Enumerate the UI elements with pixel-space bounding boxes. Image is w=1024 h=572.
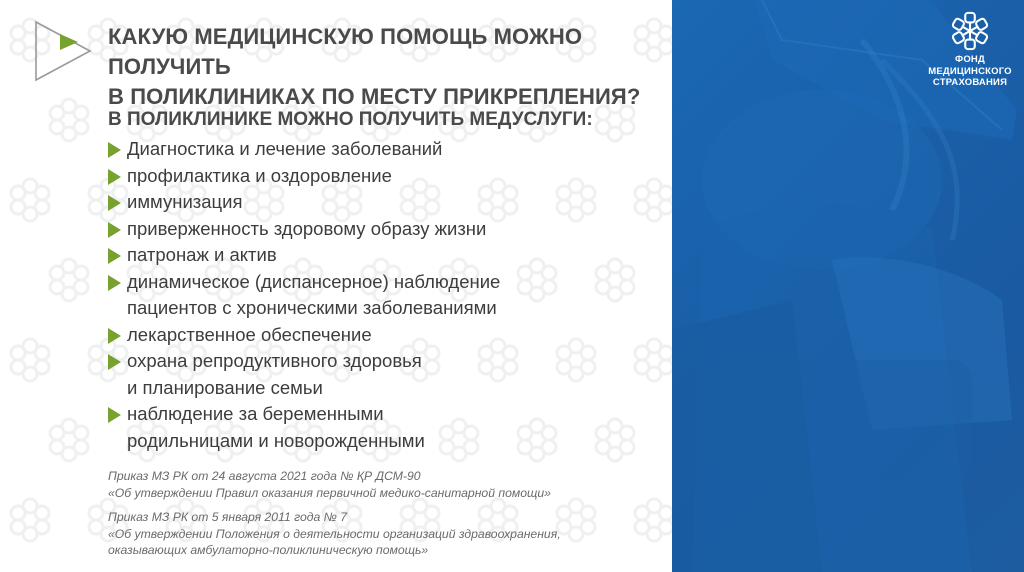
brand-name-line: МЕДИЦИНСКОГО: [928, 65, 1012, 77]
green-arrow-bullet-icon: [108, 195, 121, 211]
service-item-text: иммунизация: [127, 191, 243, 212]
reference-line: «Об утверждении Правил оказания первичной медико-санитарной помощи»: [108, 485, 551, 500]
green-arrow-bullet-icon: [108, 222, 121, 238]
service-item-text: охрана репродуктивного здоровья: [127, 350, 422, 371]
service-item-text: пациентов с хроническими заболеваниями: [127, 297, 497, 318]
reference-line: оказывающих амбулаторно-поликлиническую помощь»: [108, 543, 429, 557]
service-item-text: патронаж и актив: [127, 244, 277, 265]
brand-name: [920, 54, 1020, 89]
service-item: [106, 242, 666, 269]
service-item: [106, 348, 666, 401]
green-arrow-bullet-icon: [108, 275, 121, 291]
service-item-text: родильницами и новорожденными: [127, 429, 425, 451]
brand-name-line: СТРАХОВАНИЯ: [932, 77, 1008, 88]
service-item: [106, 163, 666, 190]
service-item: [106, 189, 666, 216]
green-arrow-bullet-icon: [108, 328, 121, 344]
brand-logo: [920, 6, 1020, 126]
reference-note: [108, 468, 668, 501]
page-title: [108, 22, 668, 112]
snowflake-logo-icon: [949, 10, 991, 52]
service-item: [106, 269, 666, 322]
service-item: [106, 136, 666, 163]
service-item: [106, 322, 666, 349]
service-item-text: и планирование семьи: [127, 376, 323, 398]
green-arrow-bullet-icon: [108, 142, 121, 158]
green-arrow-bullet-icon: [108, 354, 121, 370]
green-arrow-bullet-icon: [108, 169, 121, 185]
reference-note: [108, 509, 668, 559]
service-item: [106, 216, 666, 243]
references: [108, 468, 668, 567]
service-item-text: наблюдение за беременными: [127, 403, 384, 424]
reference-line: Приказ МЗ РК от 24 августа 2021 года № ҚР ДСМ-90: [108, 469, 421, 483]
brand-name-line: ФОНД: [955, 54, 985, 65]
green-arrow-bullet-icon: [108, 407, 121, 423]
section-subtitle: В ПОЛИКЛИНИКЕ МОЖНО ПОЛУЧИТЬ МЕДУСЛУГИ:: [108, 109, 593, 130]
green-arrow-bullet-icon: [108, 248, 121, 264]
service-item-text: Диагностика и лечение заболеваний: [127, 138, 443, 159]
service-item-text: динамическое (диспансерное) наблюдение: [127, 270, 501, 292]
services-list: [106, 136, 666, 454]
play-triangle-logo-icon: [34, 20, 94, 82]
title-line-2: В ПОЛИКЛИНИКАХ ПО МЕСТУ ПРИКРЕПЛЕНИЯ?: [108, 84, 641, 109]
service-item-text: приверженность здоровому образу жизни: [127, 217, 487, 239]
reference-line: Приказ МЗ РК от 5 января 2011 года № 7: [108, 510, 348, 524]
reference-line: «Об утверждении Положения о деятельности организаций здравоохранения,: [108, 526, 561, 541]
service-item-text: лекарственное обеспечение: [127, 323, 372, 345]
service-item-text: профилактика и оздоровление: [127, 164, 392, 186]
title-line-1: КАКУЮ МЕДИЦИНСКУЮ ПОМОЩЬ МОЖНО ПОЛУЧИТЬ: [108, 24, 583, 79]
service-item: [106, 401, 666, 454]
